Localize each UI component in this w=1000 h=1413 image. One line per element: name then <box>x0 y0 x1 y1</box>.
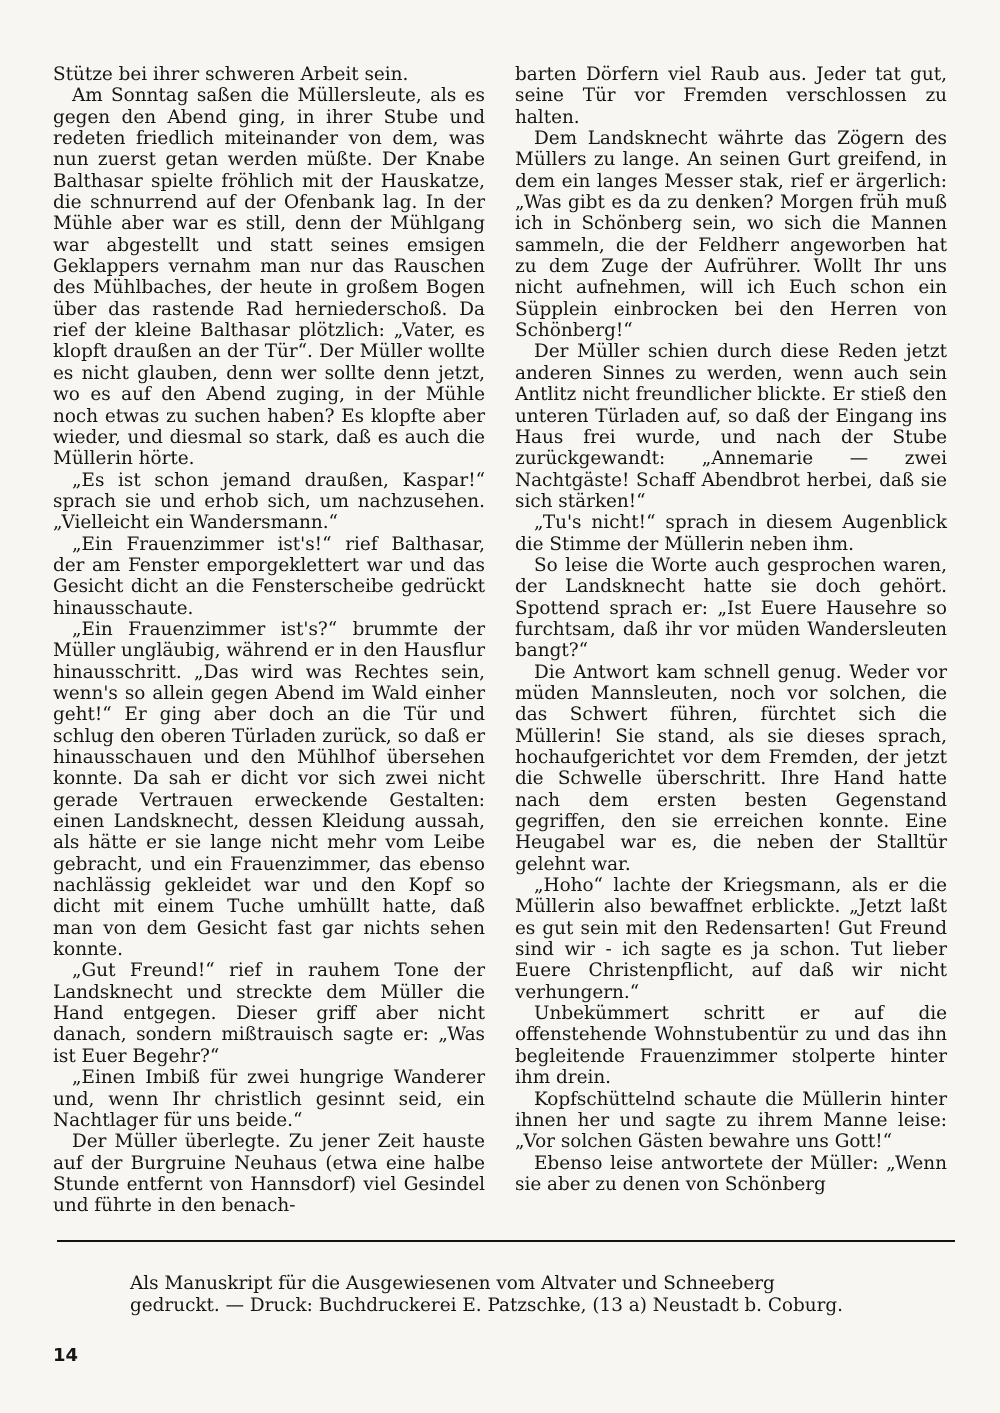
paragraph: „Es ist schon jemand draußen, Kaspar!“ sprach sie und erhob sich, um nachzusehen. „Vielleicht ein Wandersmann.“ <box>53 469 485 534</box>
footer-divider <box>57 1240 955 1242</box>
left-column <box>53 64 485 1217</box>
paragraph: „Gut Freund!“ rief in rauhem Tone der Landsknecht und streckte dem Müller die Hand entgegen. Dieser griff aber nicht danach, sondern mißtrauisch sagte er: „Was ist Euer Begehr?“ <box>53 960 485 1067</box>
paragraph: Am Sonntag saßen die Müllersleute, als es gegen den Abend ging, in ihrer Stube und redeten friedlich miteinander von dem, was nun zuerst getan werden müßte. Der Knabe Balthasar spielte fröhlich mit der Hauskatze, die schnurrend auf der Ofenbank lag. In der Mühle aber war es still, denn der Mühlgang war abgestellt und statt seines emsigen Geklappers vernahm man nur das Rauschen des Mühlbaches, der heute in großem Bogen über das rastende Rad herniederschoß. Da rief der kleine Balthasar plötzlich: „Vater, es klopft draußen an der Tür“. Der Müller wollte es nicht glauben, denn wer sollte denn jetzt, wo es auf den Abend zuging, in der Mühle noch etwas zu suchen haben? Es klopfte aber wieder, und diesmal so stark, daß es auch die Müllerin hörte. <box>53 85 485 470</box>
imprint-line: gedruckt. — Druck: Buchdruckerei E. Patzschke, (13 a) Neustadt b. Coburg. <box>130 1295 844 1316</box>
paragraph: Ebenso leise antwortete der Müller: „Wenn sie aber zu denen von Schönberg <box>515 1152 947 1195</box>
paragraph: „Ein Frauenzimmer ist's!“ rief Balthasar, der am Fenster emporgeklettert war und das Gesicht dicht an die Fensterscheibe gedrückt hinausschaute. <box>53 533 485 619</box>
paragraph: Die Antwort kam schnell genug. Weder vor müden Mannsleuten, noch vor solchen, die das Schwert führen, fürchtet sich die Müllerin! Sie stand, als sie dieses sprach, hochaufgerichtet vor dem Fremden, der jetzt die Schwelle überschritt. Ihre Hand hatte nach dem ersten besten Gegenstand gegriffen, den sie erreichen konnte. Eine Heugabel war es, die neben der Stalltür gelehnt war. <box>515 661 947 875</box>
paragraph: „Tu's nicht!“ sprach in diesem Augenblick die Stimme der Müllerin neben ihm. <box>515 512 947 555</box>
imprint-line: Als Manuskript für die Ausgewiesenen vom Altvater und Schneeberg <box>130 1273 775 1294</box>
paragraph: Der Müller schien durch diese Reden jetzt anderen Sinnes zu werden, wenn auch sein Antlitz nicht freundlicher blickte. Er stieß den unteren Türladen auf, so daß der Eingang ins Haus frei wurde, und nach der Stube zurückgewandt: „Annemarie — zwei Nachtgäste! Schaff Abendbrot herbei, daß sie sich stärken!“ <box>515 341 947 512</box>
imprint-note <box>130 1273 930 1317</box>
paragraph: „Einen Imbiß für zwei hungrige Wanderer und, wenn Ihr christlich gesinnt seid, ein Nachtlager für uns beide.“ <box>53 1067 485 1131</box>
paragraph: Dem Landsknecht währte das Zögern des Müllers zu lange. An seinen Gurt greifend, in dem ein langes Messer stak, rief er ärgerlich: „Was gibt es da zu denken? Morgen früh muß ich in Schönberg sein, wo sich die Mannen sammeln, die der Feldherr angeworben hat zu dem Zuge der Aufrührer. Wollt Ihr uns nicht aufnehmen, will ich Euch schon ein Süpplein einbrocken bei den Herren von Schönberg!“ <box>515 128 947 342</box>
paragraph: „Hoho“ lachte der Kriegsmann, als er die Müllerin also bewaffnet erblickte. „Jetzt laßt es gut sein mit den Redensarten! Gut Freund sind wir - ich sagte es ja schon. Tut lieber Euere Christenpflicht, auf daß wir nicht verhungern.“ <box>515 875 947 1003</box>
paragraph: barten Dörfern viel Raub aus. Jeder tat gut, seine Tür vor Fremden verschlossen zu halten. <box>515 64 947 128</box>
paragraph: Stütze bei ihrer schweren Arbeit sein. <box>53 64 409 85</box>
paragraph: Kopfschüttelnd schaute die Müllerin hinter ihnen her und sagte zu ihrem Manne leise: „Vor solchen Gästen bewahre uns Gott!“ <box>515 1088 947 1153</box>
right-column <box>515 64 947 1195</box>
paragraph: So leise die Worte auch gesprochen waren, der Landsknecht hatte sie doch gehört. Spottend sprach er: „Ist Euere Hausehre so furchtsam, daß ihr vor müden Wandersleuten bangt?“ <box>515 554 947 662</box>
paragraph: „Ein Frauenzimmer ist's?“ brummte der Müller ungläubig, während er in den Hausflur hinausschritt. „Das wird was Rechtes sein, wenn's so allein gegen Abend im Wald einher geht!“ Er ging aber doch an die Tür und schlug den oberen Türladen zurück, so daß er hinausschauen und den Mühlhof übersehen konnte. Da sah er dicht vor sich zwei nicht gerade Vertrauen erweckende Gestalten: einen Landsknecht, dessen Kleidung aussah, als hätte er sie lange nicht mehr vom Leibe gebracht, und ein Frauenzimmer, das ebenso nachlässig gekleidet war und den Kopf so dicht mit einem Tuche umhüllt hatte, daß man von dem Gesicht fast gar nichts sehen konnte. <box>53 618 485 961</box>
paragraph: Der Müller überlegte. Zu jener Zeit hauste auf der Burgruine Neuhaus (etwa eine halbe Stunde entfernt von Hannsdorf) viel Gesindel und führte in den benach- <box>53 1131 485 1217</box>
page-number: 14 <box>53 1345 79 1366</box>
paragraph: Unbekümmert schritt er auf die offenstehende Wohnstubentür zu und das ihn begleitende Frauenzimmer stolperte hinter ihm drein. <box>515 1003 947 1089</box>
